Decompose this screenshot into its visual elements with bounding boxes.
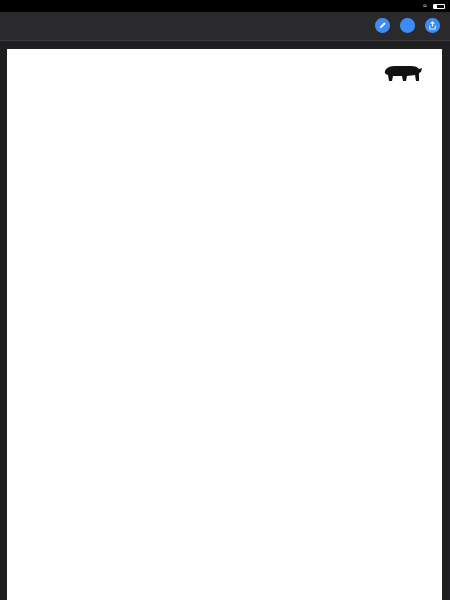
status-left [5,3,9,10]
status-right [423,3,445,10]
search-text-icon[interactable] [400,18,415,33]
angus-logo [379,61,425,95]
pdf-page [7,49,442,600]
battery-icon [433,4,445,9]
bull-icon [379,61,425,85]
status-bar [0,0,450,12]
percentile-chart [67,416,397,600]
markup-pen-icon[interactable] [375,18,390,33]
nav-bar [0,12,450,41]
nav-actions [375,18,440,33]
wifi-icon: ≈ [423,2,427,10]
share-icon[interactable] [425,18,440,33]
